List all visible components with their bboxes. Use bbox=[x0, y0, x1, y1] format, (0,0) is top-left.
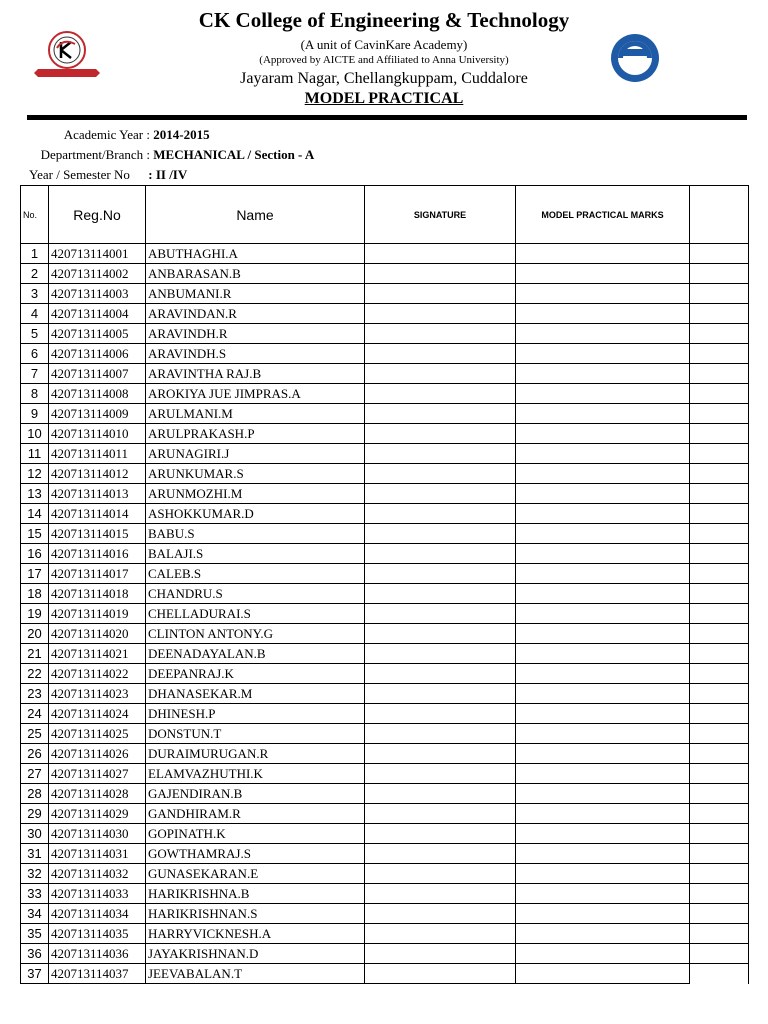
table-row bbox=[21, 584, 749, 604]
reg-no-cell: 420713114024 bbox=[49, 704, 146, 724]
table-row bbox=[21, 504, 749, 524]
row-number: 33 bbox=[21, 884, 49, 904]
marks-cell bbox=[516, 664, 690, 684]
signature-cell bbox=[365, 544, 516, 564]
table-row bbox=[21, 284, 749, 304]
reg-no-cell: 420713114021 bbox=[49, 644, 146, 664]
signature-cell bbox=[365, 924, 516, 944]
name-cell: DEEPANRAJ.K bbox=[146, 664, 365, 684]
row-number: 32 bbox=[21, 864, 49, 884]
row-number: 36 bbox=[21, 944, 49, 964]
table-row bbox=[21, 644, 749, 664]
extra-cell bbox=[690, 664, 749, 684]
extra-cell bbox=[690, 924, 749, 944]
name-cell: CHANDRU.S bbox=[146, 584, 365, 604]
signature-cell bbox=[365, 304, 516, 324]
signature-cell bbox=[365, 804, 516, 824]
header-name: Name bbox=[146, 186, 365, 244]
extra-cell bbox=[690, 844, 749, 864]
signature-cell bbox=[365, 724, 516, 744]
signature-cell bbox=[365, 704, 516, 724]
name-cell: ANBUMANI.R bbox=[146, 284, 365, 304]
row-number: 37 bbox=[21, 964, 49, 984]
signature-cell bbox=[365, 664, 516, 684]
row-number: 29 bbox=[21, 804, 49, 824]
marks-cell bbox=[516, 704, 690, 724]
marks-cell bbox=[516, 364, 690, 384]
name-cell: ARAVINDH.R bbox=[146, 324, 365, 344]
table-row bbox=[21, 944, 749, 964]
marks-cell bbox=[516, 344, 690, 364]
name-cell: ARUNKUMAR.S bbox=[146, 464, 365, 484]
marks-cell bbox=[516, 964, 690, 984]
reg-no-cell: 420713114029 bbox=[49, 804, 146, 824]
marks-cell bbox=[516, 464, 690, 484]
extra-cell bbox=[690, 884, 749, 904]
name-cell: ASHOKKUMAR.D bbox=[146, 504, 365, 524]
reg-no-cell: 420713114013 bbox=[49, 484, 146, 504]
name-cell: ARAVINDH.S bbox=[146, 344, 365, 364]
extra-cell bbox=[690, 704, 749, 724]
marks-cell bbox=[516, 284, 690, 304]
table-row bbox=[21, 824, 749, 844]
reg-no-cell: 420713114022 bbox=[49, 664, 146, 684]
reg-no-cell: 420713114019 bbox=[49, 604, 146, 624]
extra-cell bbox=[690, 744, 749, 764]
reg-no-cell: 420713114007 bbox=[49, 364, 146, 384]
extra-cell bbox=[690, 764, 749, 784]
name-cell: ARAVINTHA RAJ.B bbox=[146, 364, 365, 384]
extra-cell bbox=[690, 504, 749, 524]
reg-no-cell: 420713114015 bbox=[49, 524, 146, 544]
table-row bbox=[21, 244, 749, 264]
reg-no-cell: 420713114033 bbox=[49, 884, 146, 904]
marks-cell bbox=[516, 564, 690, 584]
name-cell: ABUTHAGHI.A bbox=[146, 244, 365, 264]
row-number: 13 bbox=[21, 484, 49, 504]
marks-cell bbox=[516, 904, 690, 924]
signature-cell bbox=[365, 404, 516, 424]
signature-cell bbox=[365, 324, 516, 344]
reg-no-cell: 420713114009 bbox=[49, 404, 146, 424]
name-cell: DONSTUN.T bbox=[146, 724, 365, 744]
table-row bbox=[21, 524, 749, 544]
marks-cell bbox=[516, 584, 690, 604]
signature-cell bbox=[365, 384, 516, 404]
marks-cell bbox=[516, 304, 690, 324]
name-cell: DHANASEKAR.M bbox=[146, 684, 365, 704]
marks-cell bbox=[516, 504, 690, 524]
extra-cell bbox=[690, 964, 749, 984]
row-number: 34 bbox=[21, 904, 49, 924]
document-title: MODEL PRACTICAL bbox=[304, 90, 464, 107]
year-semester-row bbox=[0, 167, 187, 183]
row-number: 16 bbox=[21, 544, 49, 564]
name-cell: CALEB.S bbox=[146, 564, 365, 584]
table-row bbox=[21, 664, 749, 684]
table-row bbox=[21, 424, 749, 444]
reg-no-cell: 420713114037 bbox=[49, 964, 146, 984]
reg-no-cell: 420713114003 bbox=[49, 284, 146, 304]
name-cell: BABU.S bbox=[146, 524, 365, 544]
marks-cell bbox=[516, 404, 690, 424]
name-cell: GOPINATH.K bbox=[146, 824, 365, 844]
signature-cell bbox=[365, 264, 516, 284]
row-number: 22 bbox=[21, 664, 49, 684]
row-number: 3 bbox=[21, 284, 49, 304]
name-cell: GUNASEKARAN.E bbox=[146, 864, 365, 884]
name-cell: ARULMANI.M bbox=[146, 404, 365, 424]
row-number: 24 bbox=[21, 704, 49, 724]
marks-cell bbox=[516, 264, 690, 284]
extra-cell bbox=[690, 864, 749, 884]
marks-cell bbox=[516, 604, 690, 624]
row-number: 19 bbox=[21, 604, 49, 624]
extra-cell bbox=[690, 324, 749, 344]
table-row bbox=[21, 804, 749, 824]
row-number: 26 bbox=[21, 744, 49, 764]
signature-cell bbox=[365, 904, 516, 924]
header-no: No. bbox=[21, 186, 49, 244]
row-number: 20 bbox=[21, 624, 49, 644]
name-cell: HARRYVICKNESH.A bbox=[146, 924, 365, 944]
reg-no-cell: 420713114005 bbox=[49, 324, 146, 344]
row-number: 28 bbox=[21, 784, 49, 804]
row-number: 1 bbox=[21, 244, 49, 264]
signature-cell bbox=[365, 484, 516, 504]
extra-cell bbox=[690, 404, 749, 424]
signature-cell bbox=[365, 284, 516, 304]
row-number: 25 bbox=[21, 724, 49, 744]
signature-cell bbox=[365, 624, 516, 644]
extra-cell bbox=[690, 264, 749, 284]
year-semester-value: : II /IV bbox=[148, 167, 188, 182]
name-cell: HARIKRISHNAN.S bbox=[146, 904, 365, 924]
table-row bbox=[21, 924, 749, 944]
table-row bbox=[21, 904, 749, 924]
name-cell: ARULPRAKASH.P bbox=[146, 424, 365, 444]
row-number: 10 bbox=[21, 424, 49, 444]
extra-cell bbox=[690, 584, 749, 604]
signature-cell bbox=[365, 884, 516, 904]
row-number: 35 bbox=[21, 924, 49, 944]
signature-cell bbox=[365, 684, 516, 704]
row-number: 6 bbox=[21, 344, 49, 364]
row-number: 2 bbox=[21, 264, 49, 284]
marks-cell bbox=[516, 644, 690, 664]
extra-cell bbox=[690, 804, 749, 824]
row-number: 5 bbox=[21, 324, 49, 344]
academic-year-row bbox=[0, 127, 210, 143]
table-row bbox=[21, 344, 749, 364]
row-number: 4 bbox=[21, 304, 49, 324]
row-number: 8 bbox=[21, 384, 49, 404]
reg-no-cell: 420713114011 bbox=[49, 444, 146, 464]
name-cell: CHELLADURAI.S bbox=[146, 604, 365, 624]
name-cell: DHINESH.P bbox=[146, 704, 365, 724]
marks-cell bbox=[516, 744, 690, 764]
name-cell: ARUNAGIRI.J bbox=[146, 444, 365, 464]
reg-no-cell: 420713114014 bbox=[49, 504, 146, 524]
academic-year-label: Academic Year : bbox=[63, 127, 150, 142]
signature-cell bbox=[365, 944, 516, 964]
signature-cell bbox=[365, 444, 516, 464]
reg-no-cell: 420713114025 bbox=[49, 724, 146, 744]
extra-cell bbox=[690, 344, 749, 364]
name-cell: ARUNMOZHI.M bbox=[146, 484, 365, 504]
signature-cell bbox=[365, 764, 516, 784]
name-cell: DURAIMURUGAN.R bbox=[146, 744, 365, 764]
signature-cell bbox=[365, 464, 516, 484]
unit-line: (A unit of CavinKare Academy) bbox=[300, 37, 468, 52]
marks-cell bbox=[516, 484, 690, 504]
table-row bbox=[21, 264, 749, 284]
signature-cell bbox=[365, 584, 516, 604]
department-label: Department/Branch : bbox=[40, 147, 150, 162]
signature-cell bbox=[365, 864, 516, 884]
table-row bbox=[21, 624, 749, 644]
row-number: 15 bbox=[21, 524, 49, 544]
table-row bbox=[21, 864, 749, 884]
extra-cell bbox=[690, 424, 749, 444]
reg-no-cell: 420713114028 bbox=[49, 784, 146, 804]
row-number: 21 bbox=[21, 644, 49, 664]
extra-cell bbox=[690, 284, 749, 304]
table-row bbox=[21, 964, 749, 984]
table-row bbox=[21, 384, 749, 404]
table-row bbox=[21, 324, 749, 344]
row-number: 30 bbox=[21, 824, 49, 844]
signature-cell bbox=[365, 744, 516, 764]
signature-cell bbox=[365, 424, 516, 444]
name-cell: JEEVABALAN.T bbox=[146, 964, 365, 984]
header-signature: SIGNATURE bbox=[365, 186, 516, 244]
row-number: 23 bbox=[21, 684, 49, 704]
marks-cell bbox=[516, 924, 690, 944]
marks-cell bbox=[516, 864, 690, 884]
marks-cell bbox=[516, 944, 690, 964]
signature-cell bbox=[365, 644, 516, 664]
marks-cell bbox=[516, 624, 690, 644]
reg-no-cell: 420713114036 bbox=[49, 944, 146, 964]
table-row bbox=[21, 544, 749, 564]
marks-cell bbox=[516, 544, 690, 564]
signature-cell bbox=[365, 824, 516, 844]
extra-cell bbox=[690, 904, 749, 924]
extra-cell bbox=[690, 464, 749, 484]
table-row bbox=[21, 744, 749, 764]
header-rule bbox=[27, 115, 747, 120]
extra-cell bbox=[690, 544, 749, 564]
tuv-certification-icon bbox=[609, 30, 661, 86]
reg-no-cell: 420713114027 bbox=[49, 764, 146, 784]
reg-no-cell: 420713114031 bbox=[49, 844, 146, 864]
college-emblem-icon bbox=[33, 28, 101, 82]
extra-cell bbox=[690, 444, 749, 464]
reg-no-cell: 420713114008 bbox=[49, 384, 146, 404]
table-row bbox=[21, 364, 749, 384]
row-number: 12 bbox=[21, 464, 49, 484]
name-cell: DEENADAYALAN.B bbox=[146, 644, 365, 664]
marks-cell bbox=[516, 684, 690, 704]
reg-no-cell: 420713114020 bbox=[49, 624, 146, 644]
header-marks: MODEL PRACTICAL MARKS bbox=[516, 186, 690, 244]
reg-no-cell: 420713114032 bbox=[49, 864, 146, 884]
department-value: MECHANICAL / Section - A bbox=[153, 147, 315, 162]
name-cell: ARAVINDAN.R bbox=[146, 304, 365, 324]
header-extra bbox=[690, 186, 749, 244]
extra-cell bbox=[690, 384, 749, 404]
marks-cell bbox=[516, 384, 690, 404]
marks-cell bbox=[516, 844, 690, 864]
reg-no-cell: 420713114017 bbox=[49, 564, 146, 584]
extra-cell bbox=[690, 524, 749, 544]
reg-no-cell: 420713114002 bbox=[49, 264, 146, 284]
reg-no-cell: 420713114035 bbox=[49, 924, 146, 944]
name-cell: AROKIYA JUE JIMPRAS.A bbox=[146, 384, 365, 404]
name-cell: JAYAKRISHNAN.D bbox=[146, 944, 365, 964]
marks-cell bbox=[516, 724, 690, 744]
table-row bbox=[21, 764, 749, 784]
row-number: 31 bbox=[21, 844, 49, 864]
row-number: 27 bbox=[21, 764, 49, 784]
extra-cell bbox=[690, 564, 749, 584]
marks-cell bbox=[516, 804, 690, 824]
table-row bbox=[21, 724, 749, 744]
row-number: 9 bbox=[21, 404, 49, 424]
reg-no-cell: 420713114010 bbox=[49, 424, 146, 444]
college-name: CK College of Engineering & Technology bbox=[198, 8, 570, 32]
extra-cell bbox=[690, 824, 749, 844]
row-number: 11 bbox=[21, 444, 49, 464]
table-row bbox=[21, 404, 749, 424]
extra-cell bbox=[690, 644, 749, 664]
year-semester-label: Year / Semester No bbox=[29, 167, 130, 182]
table-row bbox=[21, 784, 749, 804]
name-cell: CLINTON ANTONY.G bbox=[146, 624, 365, 644]
signature-cell bbox=[365, 564, 516, 584]
extra-cell bbox=[690, 944, 749, 964]
marks-cell bbox=[516, 524, 690, 544]
signature-cell bbox=[365, 504, 516, 524]
department-row bbox=[0, 147, 314, 163]
reg-no-cell: 420713114012 bbox=[49, 464, 146, 484]
table-row bbox=[21, 304, 749, 324]
marks-cell bbox=[516, 764, 690, 784]
reg-no-cell: 420713114018 bbox=[49, 584, 146, 604]
name-cell: GANDHIRAM.R bbox=[146, 804, 365, 824]
extra-cell bbox=[690, 364, 749, 384]
extra-cell bbox=[690, 604, 749, 624]
reg-no-cell: 420713114026 bbox=[49, 744, 146, 764]
marks-cell bbox=[516, 424, 690, 444]
marks-cell bbox=[516, 884, 690, 904]
table-row bbox=[21, 444, 749, 464]
extra-cell bbox=[690, 724, 749, 744]
reg-no-cell: 420713114001 bbox=[49, 244, 146, 264]
table-row bbox=[21, 564, 749, 584]
row-number: 14 bbox=[21, 504, 49, 524]
table-row bbox=[21, 464, 749, 484]
header-reg-no: Reg.No bbox=[49, 186, 146, 244]
row-number: 17 bbox=[21, 564, 49, 584]
name-cell: GAJENDIRAN.B bbox=[146, 784, 365, 804]
name-cell: ANBARASAN.B bbox=[146, 264, 365, 284]
signature-cell bbox=[365, 604, 516, 624]
extra-cell bbox=[690, 244, 749, 264]
reg-no-cell: 420713114030 bbox=[49, 824, 146, 844]
approval-line: (Approved by AICTE and Affiliated to Anna University) bbox=[259, 54, 509, 66]
table-row bbox=[21, 704, 749, 724]
signature-cell bbox=[365, 244, 516, 264]
name-cell: GOWTHAMRAJ.S bbox=[146, 844, 365, 864]
table-row bbox=[21, 844, 749, 864]
name-cell: BALAJI.S bbox=[146, 544, 365, 564]
marks-cell bbox=[516, 244, 690, 264]
marks-cell bbox=[516, 324, 690, 344]
marks-cell bbox=[516, 444, 690, 464]
name-cell: ELAMVAZHUTHI.K bbox=[146, 764, 365, 784]
extra-cell bbox=[690, 624, 749, 644]
signature-cell bbox=[365, 784, 516, 804]
academic-year-value: 2014-2015 bbox=[153, 127, 210, 142]
extra-cell bbox=[690, 784, 749, 804]
table-header-row bbox=[21, 186, 749, 244]
table-row bbox=[21, 484, 749, 504]
table-row bbox=[21, 684, 749, 704]
reg-no-cell: 420713114016 bbox=[49, 544, 146, 564]
reg-no-cell: 420713114004 bbox=[49, 304, 146, 324]
signature-cell bbox=[365, 524, 516, 544]
extra-cell bbox=[690, 304, 749, 324]
table-row bbox=[21, 604, 749, 624]
signature-cell bbox=[365, 964, 516, 984]
name-cell: HARIKRISHNA.B bbox=[146, 884, 365, 904]
row-number: 18 bbox=[21, 584, 49, 604]
extra-cell bbox=[690, 684, 749, 704]
signature-cell bbox=[365, 844, 516, 864]
student-table bbox=[20, 185, 749, 984]
reg-no-cell: 420713114006 bbox=[49, 344, 146, 364]
marks-cell bbox=[516, 824, 690, 844]
reg-no-cell: 420713114034 bbox=[49, 904, 146, 924]
marks-cell bbox=[516, 784, 690, 804]
table-row bbox=[21, 884, 749, 904]
extra-cell bbox=[690, 484, 749, 504]
signature-cell bbox=[365, 344, 516, 364]
signature-cell bbox=[365, 364, 516, 384]
address-line: Jayaram Nagar, Chellangkuppam, Cuddalore bbox=[240, 70, 528, 87]
row-number: 7 bbox=[21, 364, 49, 384]
reg-no-cell: 420713114023 bbox=[49, 684, 146, 704]
